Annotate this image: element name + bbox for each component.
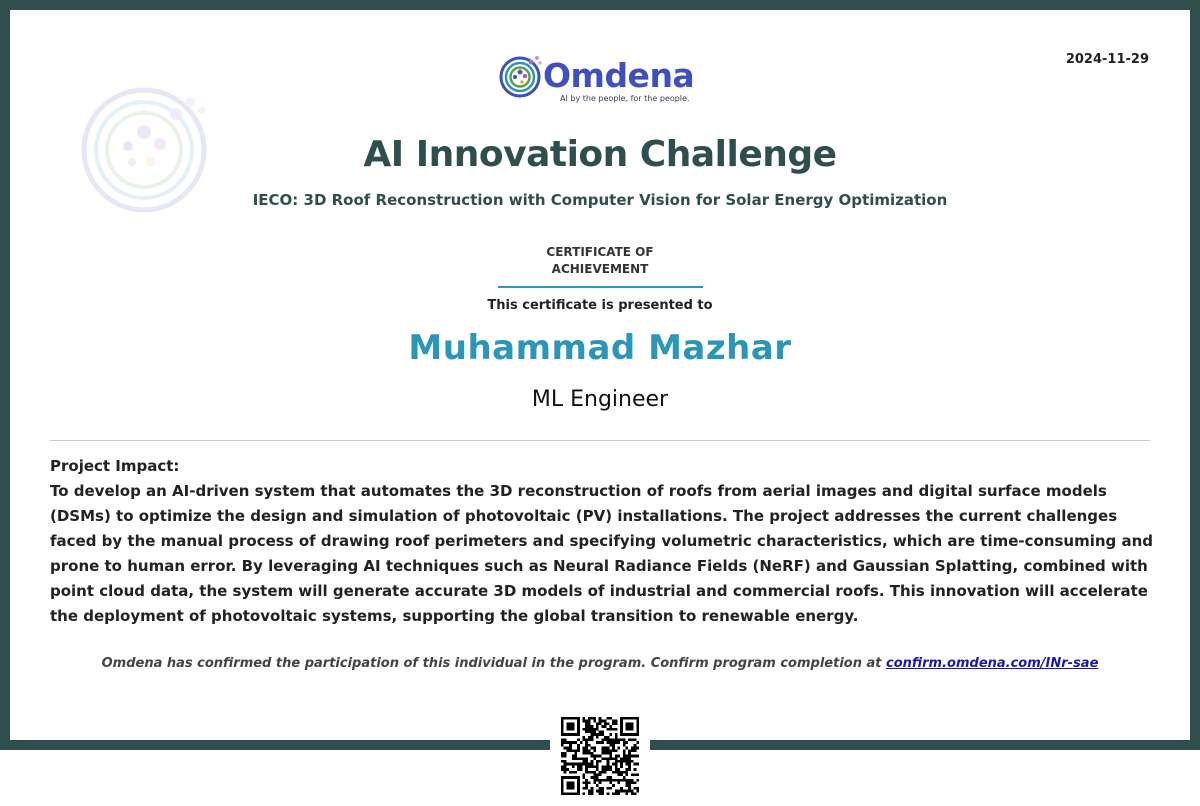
frame-right <box>1190 0 1200 750</box>
certificate-type-line1: CERTIFICATE OF <box>546 245 654 259</box>
recipient-name: Muhammad Mazhar <box>408 328 792 368</box>
certificate-type <box>498 244 702 278</box>
recipient-role: ML Engineer <box>531 387 669 412</box>
certificate-subtitle: IECO: 3D Roof Reconstruction with Computer Vision for Solar Energy Optimization <box>252 191 948 209</box>
confirmation-note <box>0 656 1200 671</box>
omdena-logo-icon <box>499 54 543 98</box>
project-impact-label: Project Impact: <box>50 457 180 475</box>
logo-wordmark: Omdena <box>543 56 695 95</box>
logo-tagline: AI by the people, for the people. <box>560 94 690 103</box>
presented-to-label: This certificate is presented to <box>487 298 713 313</box>
project-impact-text: To develop an AI-driven system that automates the 3D reconstruction of roofs from aerial images and digital surface models (DSMs) to optimize the design and simulation of photovoltaic (PV) installations. The project addresses the current challenges faced by the manual process of drawing roof perimeters and specifying volumetric characteristics, which are time-consuming and prone to human error. By leveraging AI techniques such as Neural Radiance Fields (NeRF) and Gaussian Splatting, combined with point cloud data, the system will generate accurate 3D models of industrial and commercial roofs. This innovation will accelerate the deployment of photovoltaic systems, supporting the global transition to renewable energy. <box>50 482 1154 625</box>
qr-code-icon[interactable] <box>561 717 639 795</box>
omdena-logo <box>499 54 699 106</box>
certificate-date: 2024-11-29 <box>1065 52 1149 67</box>
certificate-type-line2: ACHIEVEMENT <box>551 262 649 276</box>
certificate-title: AI Innovation Challenge <box>363 134 837 175</box>
frame-left <box>0 0 10 750</box>
divider <box>50 440 1150 441</box>
certificate-type-underline <box>498 286 703 288</box>
project-impact <box>50 454 1155 629</box>
frame-top <box>0 0 1200 10</box>
confirmation-text: Omdena has confirmed the participation of this individual in the program. Confirm program completion at <box>101 656 887 671</box>
confirmation-link[interactable]: confirm.omdena.com/INr-sae <box>886 656 1099 671</box>
